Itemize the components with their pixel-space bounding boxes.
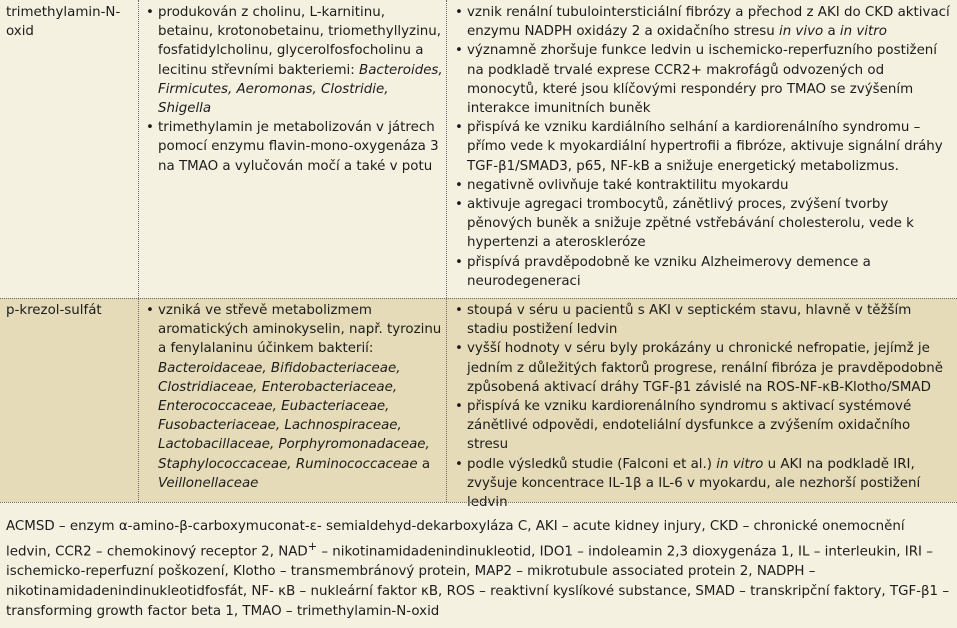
column-divider <box>138 298 139 502</box>
compound-name: p-krezol-sulfát <box>6 303 102 318</box>
list-item: • stoupá v séru u pacientů s AKI v septickém stavu, hlavně v těžším stadiu postižení ledvin <box>455 301 955 339</box>
compound-name: trimethylamin-N-oxid <box>6 5 121 40</box>
source-cell <box>146 3 444 176</box>
effects-cell <box>455 3 955 291</box>
effects-cell <box>455 301 955 512</box>
list-item: • vznik renální tubulointersticiální fibrózy a přechod z AKI do CKD aktivací enzymu NADPH oxidázy 2 a oxidačního stresu in vivo a in vitro <box>455 3 955 41</box>
list-item: • aktivuje agregaci trombocytů, zánětlivý proces, zvýšení tvorby pěnových buněk a snižuje zpětné vstřebávání cholesterolu, vede k hypertenzi a ateroskleróze <box>455 195 955 253</box>
table-row <box>0 298 957 511</box>
row-divider <box>0 298 957 299</box>
list-item: • přispívá ke vzniku kardiorenálního syndromu s aktivací systémové zánětlivé odpovědi, endoteliální dysfunkce a zvýšením oxidačního stresu <box>455 397 955 455</box>
list-item: • přispívá ke vzniku kardiálního selhání a kardiorenálního syndromu – přímo vede k myokardiální hypertrofii a fibróze, aktivuje signální dráhy TGF-β1/SMAD3, p65, NF-kB a snižuje energetický metabolizmus. <box>455 118 955 176</box>
column-divider <box>446 298 447 502</box>
abbreviations-footnote: ACMSD – enzym α-amino-β-carboxymuconat-ε- semialdehyd-dekarboxyláza C, AKI – acute kidney injury, CKD – chronické onemocnění ledvin, CCR2 – chemokinový receptor 2, NAD+ – nikotinamidadenindinukleotid, IDO1 – indoleamin 2,3 dioxygenáza 1, IL – interleukin, IRI – ischemicko-reperfuzní poškození, Klotho – transmembránový protein, MAP2 – mikrotubule associated protein 2, NADPH – nikotinamidadenindinukleotidfosfát, NF- κB – nukleární faktor κB, ROS – reaktivní kyslíkové substance, SMAD – transkripční faktory, TGF-β1 – transforming growth factor beta 1, TMAO – trimethylamin-N-oxid <box>6 519 950 620</box>
list-item: • podle výsledků studie (Falconi et al.) in vitro u AKI na podkladě IRI, zvyšuje koncentrace IL-1β a IL-6 v myokardu, ale nezhorší postižení ledvin <box>455 455 955 513</box>
list-item: • vyšší hodnoty v séru byly prokázány u chronické nefropatie, jejímž je jedním z důležitých faktorů progrese, renální fibróza je pravděpodobně způsobená aktivací dráhy TGF-β1 závislé na ROS-NF-κB-Klotho/SMAD <box>455 339 955 397</box>
source-cell <box>146 301 444 493</box>
effects-list <box>455 3 955 291</box>
column-divider <box>138 0 139 298</box>
list-item: • přispívá pravděpodobně ke vzniku Alzheimerovy demence a neurodegeneraci <box>455 253 955 291</box>
list-item: • produkován z cholinu, L-karnitinu, betainu, krotonobetainu, triomethyllyzinu, fosfatidylcholinu, glycerolfosfocholinu a lecitinu střevními bakteriemi: Bacteroides, Firmicutes, Aeromonas, Clostridie, Shigella <box>146 3 444 118</box>
source-list <box>146 301 444 493</box>
source-list <box>146 3 444 176</box>
effects-list <box>455 301 955 512</box>
row-divider <box>0 502 957 503</box>
list-item: • vzniká ve střevě metabolizmem aromatických aminokyselin, např. tyrozinu a fenylalaninu účinkem bakterií: Bacteroidaceae, Bifidobacteriaceae, Clostridiaceae, Enterobacteriaceae, Enterococcaceae, Eubacteriaceae, Fusobacteriaceae, Lachnospiraceae, Lactobacillaceae, Porphyromonadaceae, Staphylococcaceae, Ruminococcaceae a Veillonellaceae <box>146 301 444 493</box>
list-item: • trimethylamin je metabolizován v játrech pomocí enzymu flavin-mono-oxygenáza 3 na TMAO a vylučován močí a také v potu <box>146 118 444 176</box>
column-divider <box>446 0 447 298</box>
list-item: • významně zhoršuje funkce ledvin u ischemicko-reperfuzního postižení na podkladě trvalé exprese CCR2+ makrofágů odvozených od monocytů, které jsou klíčovými respondéry pro TMAO se zvýšením interakce imunitních buněk <box>455 41 955 118</box>
list-item: • negativně ovlivňuje také kontraktilitu myokardu <box>455 176 955 195</box>
table-row <box>0 0 957 298</box>
